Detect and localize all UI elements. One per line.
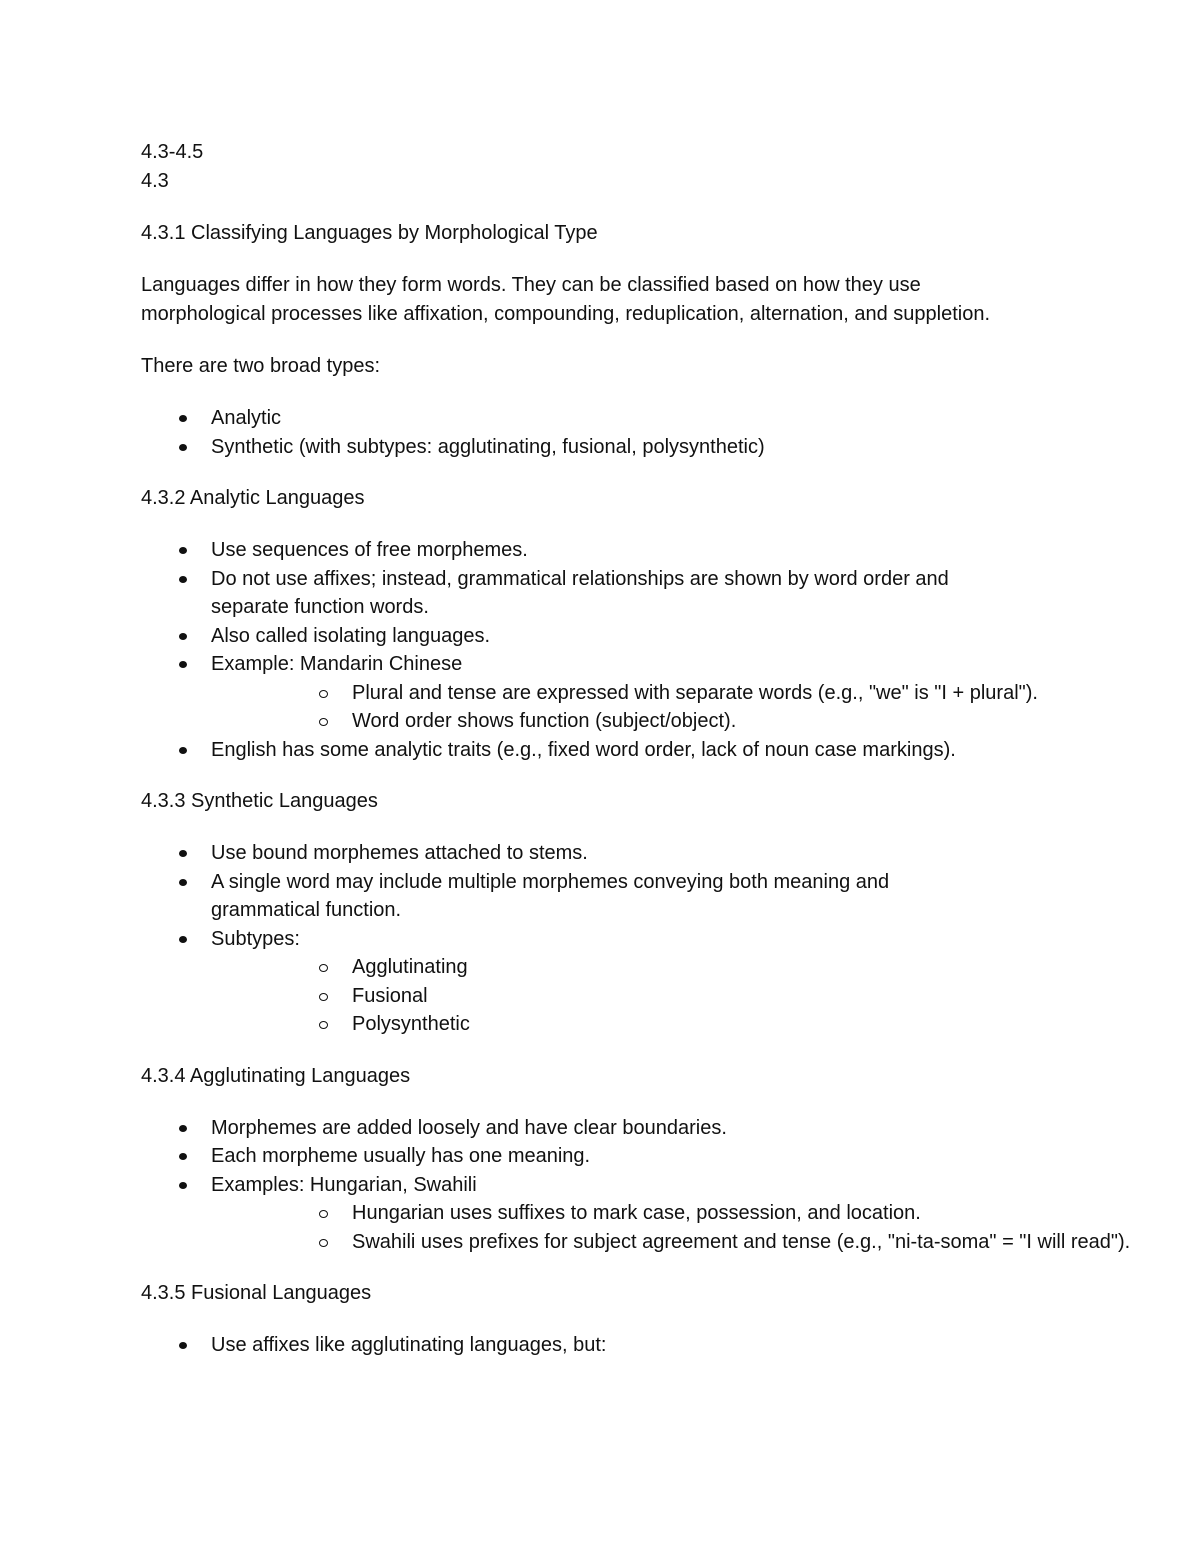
- sub-list-item: Swahili uses prefixes for subject agreement and tense (e.g., "ni-ta-soma" = "I will read").: [211, 1228, 1132, 1257]
- bullet-list: [141, 1331, 1071, 1360]
- document-page: [141, 138, 1131, 1360]
- bullet-list: [141, 536, 1071, 764]
- sub-list-item: Fusional: [211, 982, 1071, 1011]
- sub-bullet-list: [211, 953, 1071, 1039]
- list-item: Use affixes like agglutinating languages, but:: [141, 1331, 1071, 1360]
- list-item: Use sequences of free morphemes.: [141, 536, 1071, 565]
- sub-list-item: Plural and tense are expressed with separate words (e.g., "we" is "I + plural").: [211, 679, 1071, 708]
- paragraph-line: morphological processes like affixation, compounding, reduplication, alternation, and suppletion.: [141, 303, 991, 325]
- section-title-4-3-1: 4.3.1 Classifying Languages by Morphological Type: [141, 222, 598, 244]
- list-item: [141, 925, 1071, 1039]
- sub-list-item: Word order shows function (subject/object).: [211, 707, 1071, 736]
- sub-list-item: Hungarian uses suffixes to mark case, possession, and location.: [211, 1199, 1071, 1228]
- list-item: Each morpheme usually has one meaning.: [141, 1142, 1071, 1171]
- list-item: Do not use affixes; instead, grammatical relationships are shown by word order and separate function words.: [141, 565, 951, 622]
- sub-list-item: Agglutinating: [211, 953, 1071, 982]
- section-title-4-3-3: 4.3.3 Synthetic Languages: [141, 790, 378, 812]
- list-item: Analytic: [141, 404, 1071, 433]
- range-heading: 4.3-4.5: [141, 141, 204, 163]
- section-title-4-3-4: 4.3.4 Agglutinating Languages: [141, 1064, 411, 1087]
- section-title-4-3-5: 4.3.5 Fusional Languages: [141, 1282, 372, 1304]
- list-item-text: Subtypes:: [211, 927, 300, 950]
- sub-bullet-list: [211, 679, 1071, 736]
- bullet-list: [141, 404, 1071, 461]
- paragraph: There are two broad types:: [141, 355, 381, 377]
- list-item: Synthetic (with subtypes: agglutinating, fusional, polysynthetic): [141, 433, 1071, 462]
- list-item-text: Example: Mandarin Chinese: [211, 653, 463, 675]
- bullet-list: [141, 839, 1071, 1039]
- sub-bullet-list: [211, 1199, 1131, 1256]
- list-item: Use bound morphemes attached to stems.: [141, 839, 1071, 868]
- list-item: Morphemes are added loosely and have clear boundaries.: [141, 1114, 1071, 1143]
- paragraph-line: Languages differ in how they form words. They can be classified based on how they use: [141, 274, 921, 296]
- list-item: [141, 1171, 1131, 1257]
- list-item: [141, 650, 1071, 736]
- bullet-list: [141, 1114, 1131, 1257]
- list-item-text: Examples: Hungarian, Swahili: [211, 1173, 477, 1196]
- sub-list-item: Polysynthetic: [211, 1010, 1071, 1039]
- section-title-4-3-2: 4.3.2 Analytic Languages: [141, 487, 365, 509]
- chapter-heading: 4.3: [141, 170, 169, 192]
- list-item: A single word may include multiple morphemes conveying both meaning and grammatical function.: [141, 868, 891, 925]
- list-item: Also called isolating languages.: [141, 622, 1071, 651]
- list-item: English has some analytic traits (e.g., fixed word order, lack of noun case markings).: [141, 736, 1071, 765]
